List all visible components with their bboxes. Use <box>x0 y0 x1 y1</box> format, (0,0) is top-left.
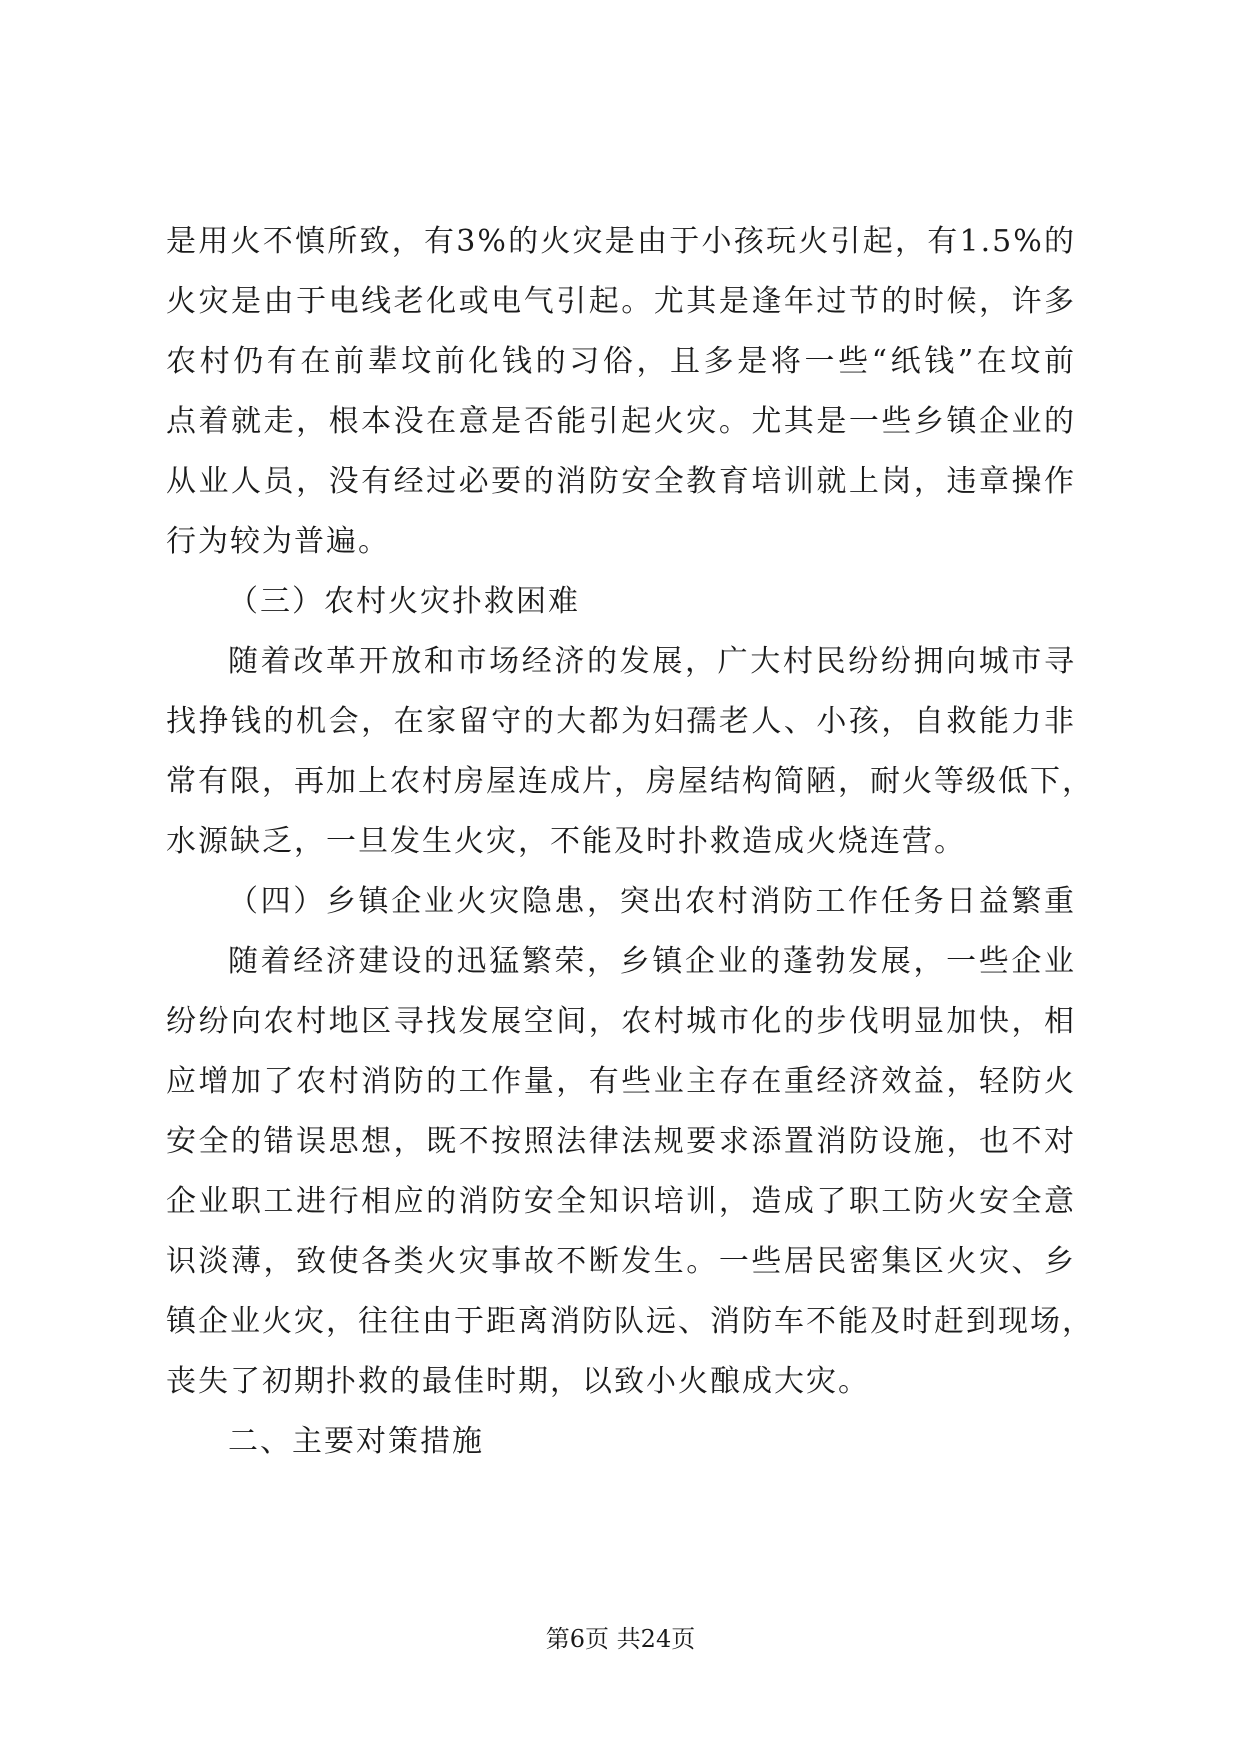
paragraph-line: 火灾是由于电线老化或电气引起。尤其是逢年过节的时候，许多 <box>166 284 1076 319</box>
paragraph-line: 点着就走，根本没在意是否能引起火灾。尤其是一些乡镇企业的 <box>166 404 1076 439</box>
paragraph-line: 是用火不慎所致，有3%的火灾是由于小孩玩火引起，有1.5%的 <box>166 224 1076 259</box>
paragraph-line: 随着经济建设的迅猛繁荣，乡镇企业的蓬勃发展，一些企业 <box>228 944 1076 979</box>
document-body <box>166 224 1094 1487</box>
paragraph-line: 行为较为普遍。 <box>166 524 390 559</box>
paragraph-line: 丧失了初期扑救的最佳时期，以致小火酿成大灾。 <box>166 1364 870 1399</box>
section-heading-4: （四）乡镇企业火灾隐患，突出农村消防工作任务日益繁重 <box>228 884 1076 919</box>
paragraph-line: 农村仍有在前辈坟前化钱的习俗，且多是将一些“纸钱”在坟前 <box>166 344 1076 379</box>
paragraph-line: 从业人员，没有经过必要的消防安全教育培训就上岗，违章操作 <box>166 464 1076 499</box>
paragraph-line: 企业职工进行相应的消防安全知识培训，造成了职工防火安全意 <box>166 1184 1076 1219</box>
paragraph-line: 水源缺乏，一旦发生火灾，不能及时扑救造成火烧连营。 <box>166 824 966 859</box>
section-heading-main: 二、主要对策措施 <box>228 1424 484 1459</box>
paragraph-line: 纷纷向农村地区寻找发展空间，农村城市化的步伐明显加快，相 <box>166 1004 1076 1039</box>
paragraph-line: 安全的错误思想，既不按照法律法规要求添置消防设施，也不对 <box>166 1124 1076 1159</box>
paragraph-line: 应增加了农村消防的工作量，有些业主存在重经济效益，轻防火 <box>166 1064 1076 1099</box>
section-heading-3: （三）农村火灾扑救困难 <box>228 584 580 619</box>
paragraph-line: 常有限，再加上农村房屋连成片，房屋结构简陋，耐火等级低下， <box>166 764 1094 799</box>
paragraph-line: 随着改革开放和市场经济的发展，广大村民纷纷拥向城市寻 <box>228 644 1076 679</box>
paragraph-line: 镇企业火灾，往往由于距离消防队远、消防车不能及时赶到现场， <box>166 1304 1094 1339</box>
paragraph-line: 识淡薄，致使各类火灾事故不断发生。一些居民密集区火灾、乡 <box>166 1244 1076 1279</box>
paragraph-line: 找挣钱的机会，在家留守的大都为妇孺老人、小孩，自救能力非 <box>166 704 1076 739</box>
page-number: 第6页 共24页 <box>545 1625 696 1653</box>
